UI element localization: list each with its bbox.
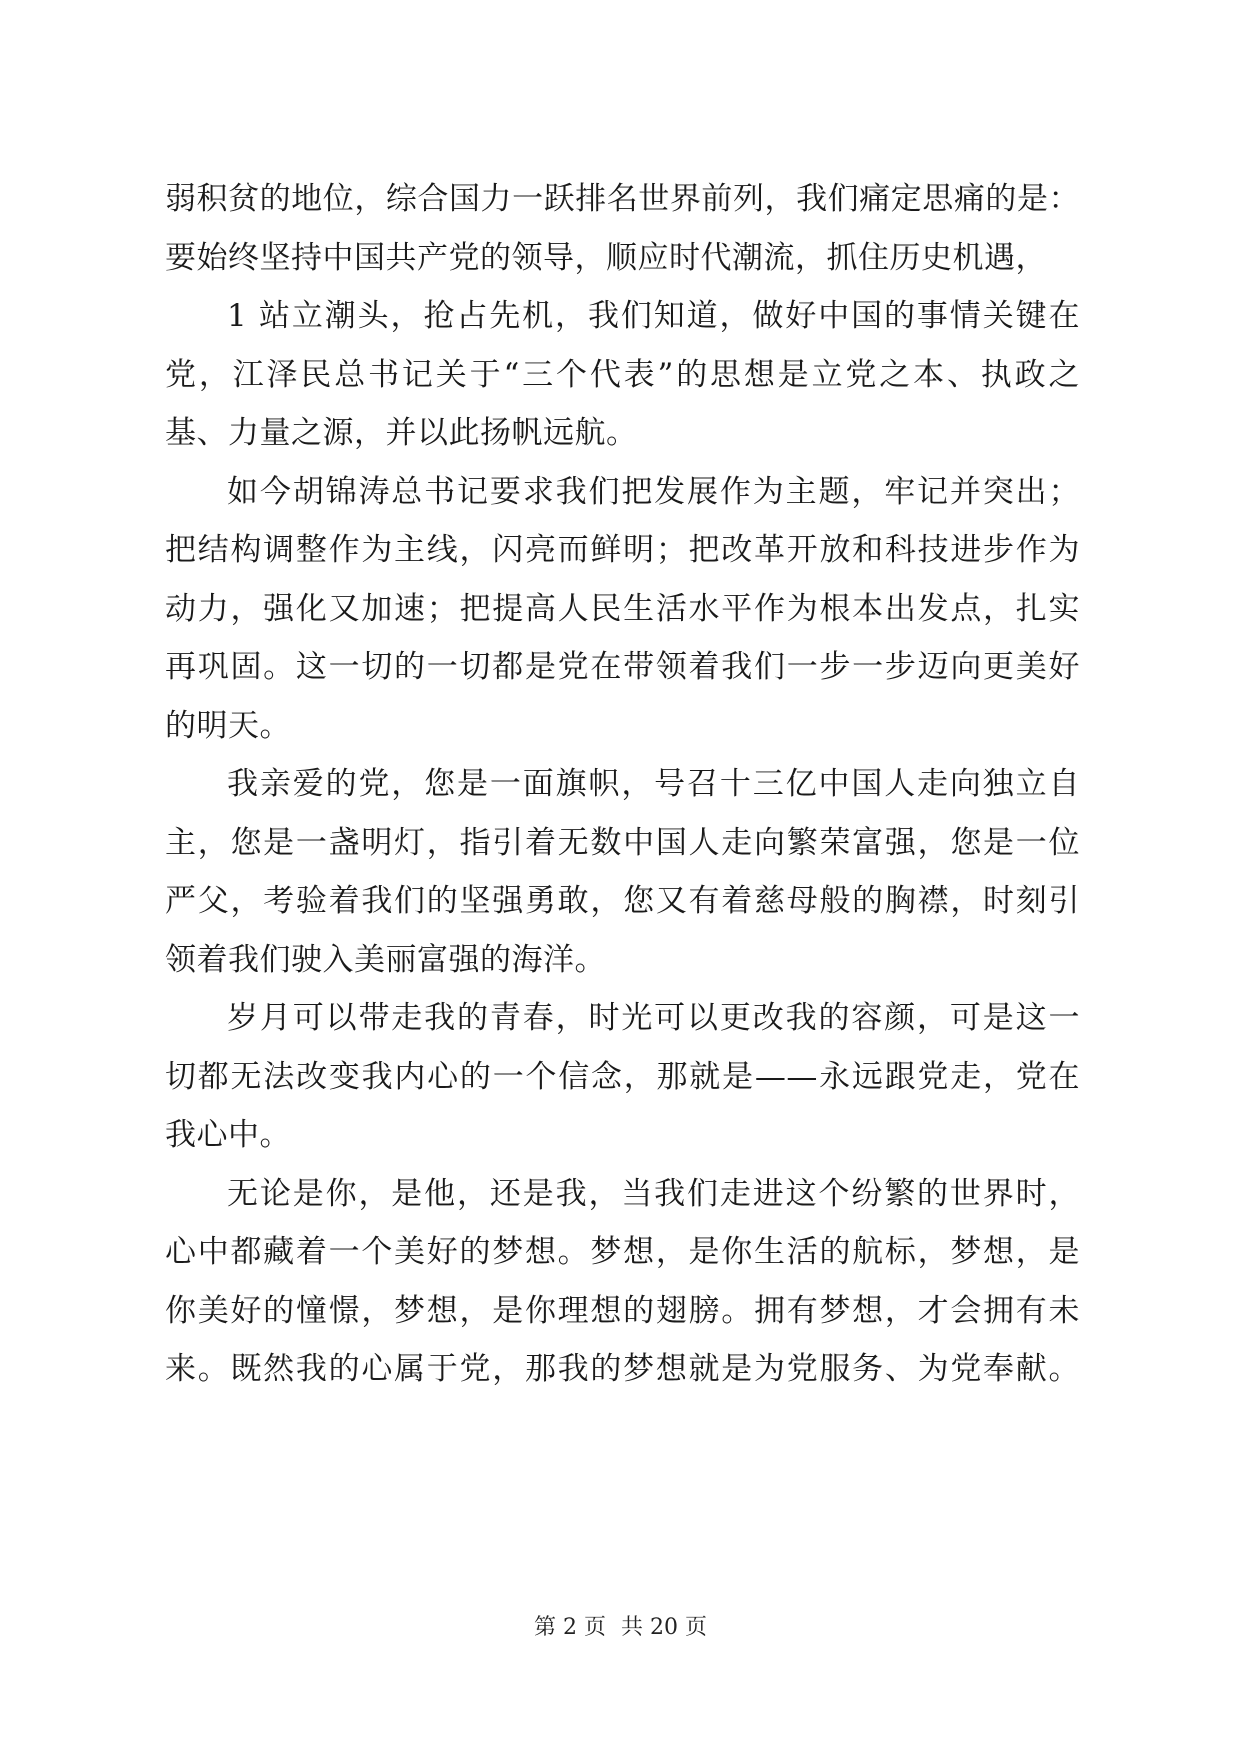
text-line: 弱积贫的地位，综合国力一跃排名世界前列，我们痛定思痛的是： [165, 181, 1080, 217]
text-line: 1 站立潮头，抢占先机，我们知道，做好中国的事情关键在 [227, 298, 1080, 334]
text-line: 再巩固。这一切的一切都是党在带领着我们一步一步迈向更美好 [165, 649, 1080, 685]
text-line: 你美好的憧憬，梦想，是你理想的翅膀。拥有梦想，才会拥有未 [165, 1292, 1080, 1329]
text-line: 无论是你，是他，还是我，当我们走进这个纷繁的世界时， [227, 1175, 1080, 1212]
text-line: 我心中。 [165, 1117, 291, 1153]
text-line: 基、力量之源，并以此扬帆远航。 [165, 415, 638, 451]
text-line: 如今胡锦涛总书记要求我们把发展作为主题，牢记并突出； [227, 473, 1080, 510]
text-line: 严父，考验着我们的坚强勇敢，您又有着慈母般的胸襟，时刻引 [165, 883, 1080, 919]
text-line: 要始终坚持中国共产党的领导，顺应时代潮流，抓住历史机遇， [165, 239, 1047, 276]
text-line: 动力，强化又加速；把提高人民生活水平作为根本出发点，扎实 [165, 590, 1080, 627]
text-line: 岁月可以带走我的青春，时光可以更改我的容颜，可是这一 [227, 1000, 1080, 1036]
text-line: 党，江泽民总书记关于“三个代表”的思想是立党之本、执政之 [165, 356, 1080, 393]
text-line: 主，您是一盏明灯，指引着无数中国人走向繁荣富强，您是一位 [165, 824, 1080, 861]
document-body [165, 170, 1080, 1399]
text-line: 我亲爱的党，您是一面旗帜，号召十三亿中国人走向独立自 [227, 766, 1080, 802]
text-line: 来。既然我的心属于党，那我的梦想就是为党服务、为党奉献。 [165, 1351, 1080, 1387]
text-line: 切都无法改变我内心的一个信念，那就是——永远跟党走，党在 [165, 1058, 1080, 1095]
text-line: 心中都藏着一个美好的梦想。梦想，是你生活的航标，梦想，是 [165, 1234, 1080, 1270]
page-footer [0, 1610, 1241, 1641]
page-total: 共 20 页 [621, 1615, 707, 1640]
page-number: 第 2 页 [534, 1615, 606, 1640]
text-line: 领着我们驶入美丽富强的海洋。 [165, 941, 606, 978]
text-line: 把结构调整作为主线，闪亮而鲜明；把改革开放和科技进步作为 [165, 532, 1080, 568]
text-line: 的明天。 [165, 707, 291, 744]
